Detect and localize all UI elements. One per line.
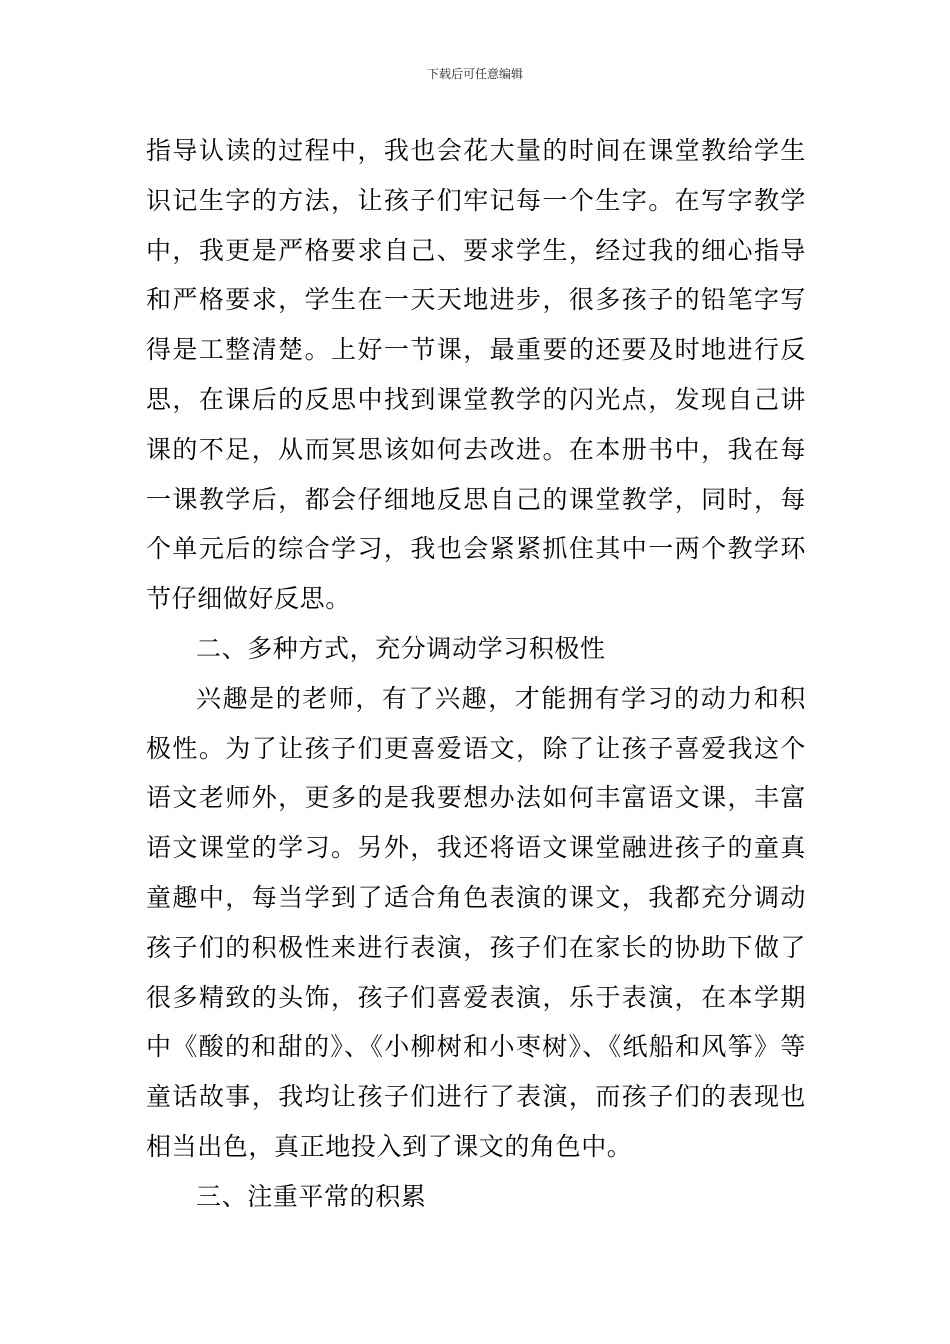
paragraph-interest: 兴趣是的老师，有了兴趣，才能拥有学习的动力和积极性。为了让孩子们更喜爱语文，除了让孩子喜爱我这个语文老师外，更多的是我要想办法如何丰富语文课，丰富语文课堂的学习。另外，我还将语文课堂融进孩子的童真童趣中，每当学到了适合角色表演的课文，我都充分调动孩子们的积极性来进行表演，孩子们在家长的协助下做了很多精致的头饰，孩子们喜爱表演，乐于表演，在本学期中《酸的和甜的》、《小柳树和小枣树》、《纸船和风筝》等童话故事，我均让孩子们进行了表演，而孩子们的表现也相当出色，真正地投入到了课文的角色中。: [146, 683, 806, 1161]
page-header-note: 下载后可任意编辑: [426, 67, 523, 81]
paragraph-teaching-reflection: 指导认读的过程中，我也会花大量的时间在课堂教给学生识记生字的方法，让孩子们牢记每一个生字。在写字教学中，我更是严格要求自己、要求学生，经过我的细心指导和严格要求，学生在一天天地进步，很多孩子的铅笔字写得是工整清楚。上好一节课，最重要的还要及时地进行反思，在课后的反思中找到课堂教学的闪光点，发现自己讲课的不足，从而冥思该如何去改进。在本册书中，我在每一课教学后，都会仔细地反思自己的课堂教学，同时，每个单元后的综合学习，我也会紧紧抓住其中一两个教学环节仔细做好反思。: [146, 136, 806, 614]
section-heading-3: 三、注重平常的积累: [196, 1181, 427, 1211]
section-heading-2: 二、多种方式，充分调动学习积极性: [196, 633, 606, 663]
document-body: [146, 126, 806, 1222]
